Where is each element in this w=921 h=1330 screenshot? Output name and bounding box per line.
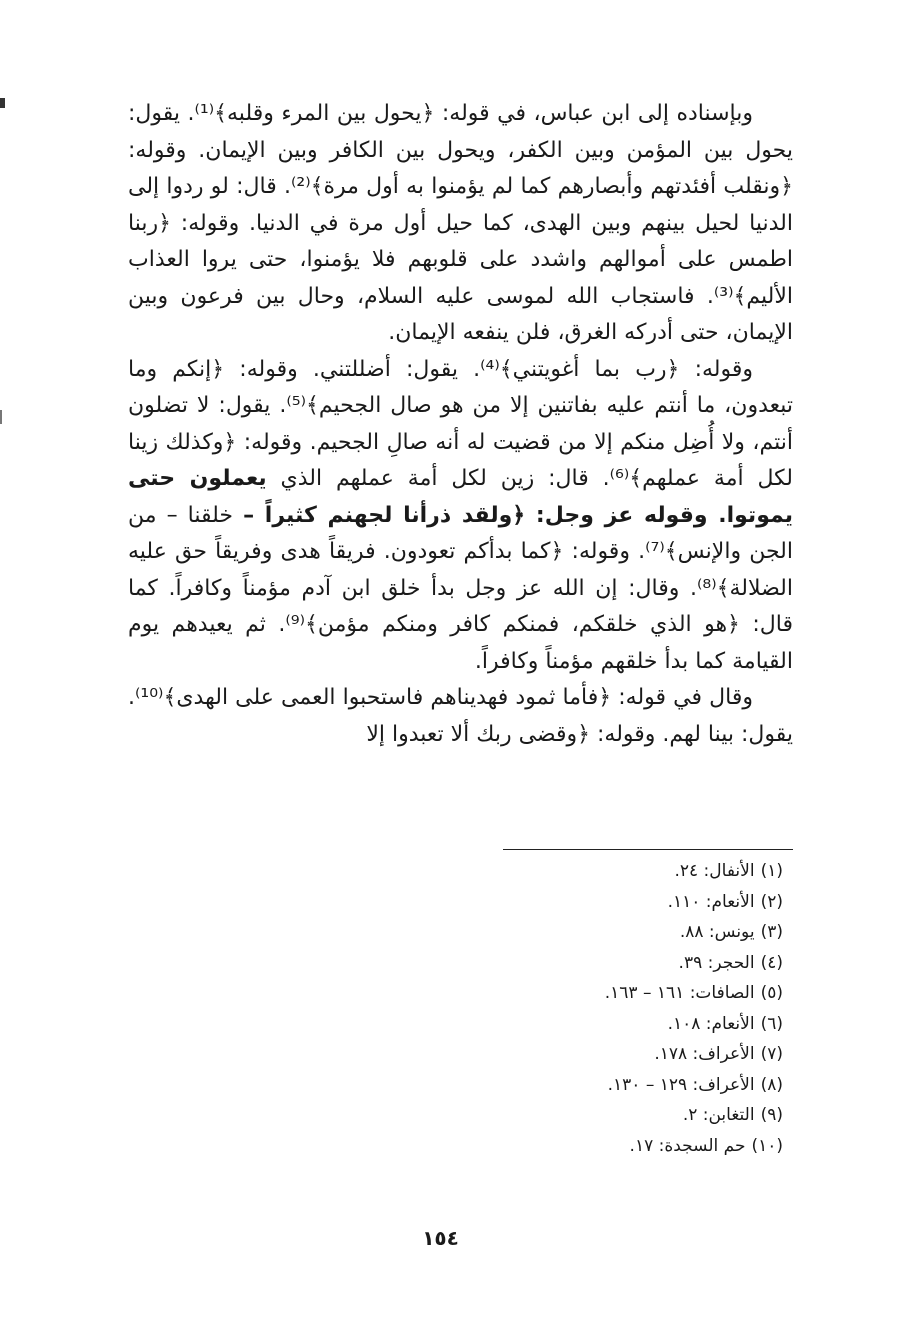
- footnote-number: (٦): [760, 1013, 783, 1034]
- footnote-item: [383, 1039, 783, 1070]
- footnote-text: الحجر: ٣٩.: [678, 952, 755, 973]
- footnote-text: الأعراف: ١٢٩ – ١٣٠.: [607, 1074, 755, 1095]
- footnote-text: الأعراف: ١٧٨.: [654, 1044, 755, 1064]
- footnote-number: (١٠): [751, 1135, 783, 1156]
- footnote-text: حم السجدة: ١٧.: [629, 1135, 746, 1156]
- paragraph-2-part-b: خلقنا – من الجن والإنس﴾⁽⁷⁾. وقوله: ﴿كما بدأكم تعودون. فريقاً هدى وفريقاً حق عليه الضلالة﴾⁽⁸⁾. وقال: إن الله عز وجل بدأ خلق ابن آدم مؤمناً وكافراً. كما قال: ﴿هو الذي خلقكم، فمنكم كافر ومنكم مؤمن﴾⁽⁹⁾. ثم يعيدهم يوم القيامة كما بدأ خلقهم مؤمناً وكافراً.: [128, 502, 793, 674]
- footnotes-list: [383, 856, 783, 1161]
- footnote-number: (١): [760, 861, 783, 881]
- footnote-number: (٣): [760, 922, 783, 942]
- footnote-item: [383, 1131, 783, 1162]
- footnote-number: (٥): [760, 983, 783, 1003]
- footnote-text: الأنعام: ١١٠.: [667, 891, 755, 912]
- footnote-number: (٧): [760, 1044, 783, 1064]
- page-number: ١٥٤: [422, 1226, 459, 1250]
- footnote-item: [383, 856, 783, 887]
- scan-edge-mark: [0, 410, 2, 424]
- footnote-text: الأنعام: ١٠٨.: [667, 1013, 755, 1034]
- footnote-item: [383, 1070, 783, 1101]
- footnote-item: [383, 1009, 783, 1040]
- footnote-number: (٤): [760, 952, 783, 973]
- scan-edge-mark: [0, 98, 5, 108]
- footnote-text: الأنفال: ٢٤.: [674, 861, 755, 881]
- footnote-item: [383, 917, 783, 948]
- footnote-text: الصافات: ١٦١ – ١٦٣.: [604, 983, 755, 1003]
- footnote-text: التغابن: ٢.: [682, 1105, 755, 1125]
- footnote-separator: [503, 849, 793, 850]
- footnote-item: [383, 887, 783, 918]
- footnote-number: (٩): [760, 1105, 783, 1125]
- paragraph-3: وقال في قوله: ﴿فأما ثمود فهديناهم فاستحبوا العمى على الهدى﴾⁽¹⁰⁾. يقول: بينا لهم. وقوله: ﴿وقضى ربك ألا تعبدوا إلا: [128, 685, 793, 747]
- footnote-item: [383, 978, 783, 1009]
- main-text: [128, 96, 793, 753]
- footnote-item: [383, 1100, 783, 1131]
- paragraph-1: وبإسناده إلى ابن عباس، في قوله: ﴿يحول بين المرء وقلبه﴾⁽¹⁾. يقول: يحول بين المؤمن وبين الكفر، ويحول بين الكافر وبين الإيمان. وقوله: ﴿ونقلب أفئدتهم وأبصارهم كما لم يؤمنوا به أول مرة﴾⁽²⁾. قال: لو ردوا إلى الدنيا لحيل بينهم وبين الهدى، كما حيل أول مرة في الدنيا. وقوله: ﴿ربنا اطمس على أموالهم واشدد على قلوبهم فلا يؤمنوا، حتى يروا العذاب الأليم﴾⁽³⁾. فاستجاب الله لموسى عليه السلام، وحال بين فرعون وبين الإيمان، حتى أدركه الغرق، فلن ينفعه الإيمان.: [128, 101, 793, 345]
- paragraph-2-bold-part: يعملون حتى يموتوا. وقوله عز وجل: ﴿ولقد ذرأنا لجهنم كثيراً –: [128, 466, 793, 528]
- footnote-number: (٢): [760, 891, 783, 912]
- paragraph-2-part-a: وقوله: ﴿رب بما أغويتني﴾⁽⁴⁾. يقول: أضللتني. وقوله: ﴿إنكم وما تبعدون، ما أنتم عليه بفاتنين إلا من هو صال الجحيم﴾⁽⁵⁾. يقول: لا تضلون أنتم، ولا أُضِل منكم إلا من قضيت له أنه صالِ الجحيم. وقوله: ﴿وكذلك زينا لكل أمة عملهم﴾⁽⁶⁾. قال: زين لكل أمة عملهم الذي: [128, 356, 793, 491]
- paragraph-2: [128, 352, 793, 681]
- footnote-number: (٨): [760, 1074, 783, 1095]
- footnote-text: يونس: ٨٨.: [679, 922, 755, 942]
- footnote-item: [383, 948, 783, 979]
